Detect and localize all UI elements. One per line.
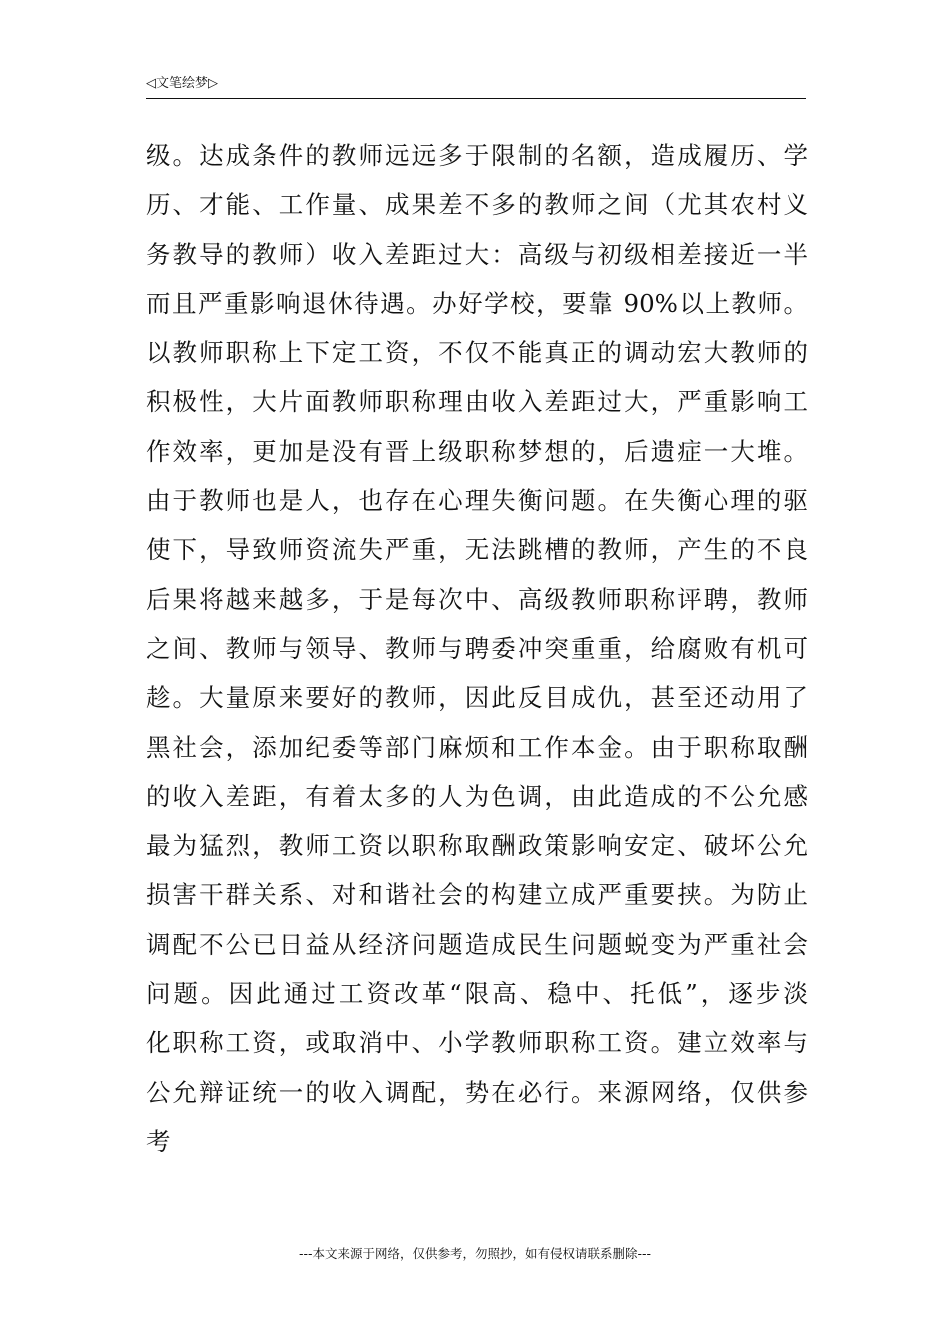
- text-line: 最为猛烈，教师工资以职称取酬政策影响安定、破坏公允: [146, 831, 808, 861]
- text-line: 损害干群关系、对和谐社会的构建立成严重要挟。为防止: [146, 880, 808, 910]
- page-footer: ---本文来源于网络，仅供参考，勿照抄，如有侵权请联系删除---: [298, 1246, 652, 1261]
- text-line: 的收入差距，有着太多的人为色调，由此造成的不公允感: [146, 781, 808, 811]
- text-line: 作效率，更加是没有晋上级职称梦想的，后遗症一大堆。: [146, 436, 808, 466]
- text-line: 考: [146, 1126, 171, 1156]
- text-line: 历、才能、工作量、成果差不多的教师之间（尤其农村义: [146, 190, 808, 220]
- text-line: 以教师职称上下定工资，不仅不能真正的调动宏大教师的: [146, 338, 808, 368]
- text-line: 化职称工资，或取消中、小学教师职称工资。建立效率与: [146, 1028, 808, 1058]
- body-text: [146, 131, 808, 1166]
- text-line: 务教导的教师）收入差距过大：高级与初级相差接近一半: [146, 239, 808, 269]
- text-line: 积极性，大片面教师职称理由收入差距过大，严重影响工: [146, 387, 808, 417]
- text-line: 而且严重影响退休待遇。办好学校，要靠 90%以上教师。: [146, 288, 808, 318]
- text-line: 趁。大量原来要好的教师，因此反目成仇，甚至还动用了: [146, 683, 808, 713]
- text-line: 级。达成条件的教师远远多于限制的名额，造成履历、学: [146, 141, 808, 170]
- text-line: 后果将越来越多，于是每次中、高级教师职称评聘，教师: [146, 584, 808, 614]
- page-header: [146, 74, 806, 99]
- text-line: 问题。因此通过工资改革“限高、稳中、托低”，逐步淡: [146, 979, 808, 1009]
- text-line: 调配不公已日益从经济问题造成民生问题蜕变为严重社会: [146, 929, 808, 959]
- text-line: 之间、教师与领导、教师与聘委冲突重重，给腐败有机可: [146, 633, 808, 663]
- text-line: 由于教师也是人，也存在心理失衡问题。在失衡心理的驱: [146, 486, 808, 516]
- text-line: 使下，导致师资流失严重，无法跳槽的教师，产生的不良: [146, 535, 808, 565]
- header-title: ◁文笔绘梦▷: [146, 76, 218, 91]
- text-line: 黑社会，添加纪委等部门麻烦和工作本金。由于职称取酬: [146, 732, 808, 762]
- text-line: 公允辩证统一的收入调配，势在必行。来源网络，仅供参: [146, 1077, 808, 1107]
